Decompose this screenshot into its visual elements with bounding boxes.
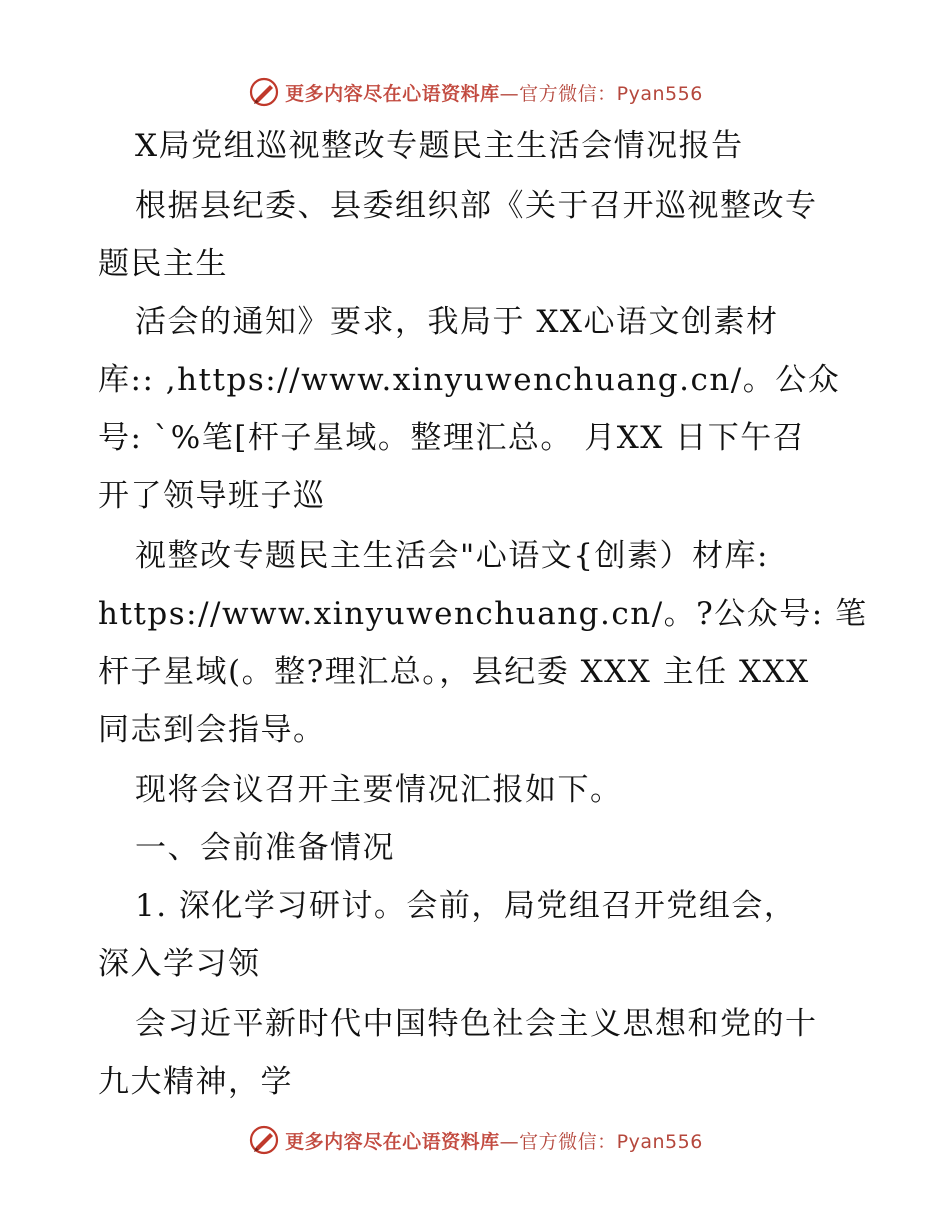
footer-banner bbox=[0, 1120, 950, 1160]
paragraph-line: 会习近平新时代中国特色社会主义思想和党的十 bbox=[135, 1006, 818, 1042]
header-banner-sub: —官方微信：Pyan556 bbox=[499, 82, 703, 105]
pen-logo-icon bbox=[247, 1123, 281, 1157]
paragraph-line: 号: `%笔[杆子星域。整理汇总。 月XX 日下午召 bbox=[98, 420, 806, 456]
section-heading: 一、会前准备情况 bbox=[135, 830, 395, 866]
paragraph-line: 题民主生 bbox=[98, 246, 228, 282]
paragraph-line: https://www.xinyuwenchuang.cn/。?公众号: 笔 bbox=[98, 596, 868, 632]
footer-banner-text bbox=[285, 1127, 703, 1154]
paragraph-line: 根据县纪委、县委组织部《关于召开巡视整改专 bbox=[135, 188, 818, 224]
paragraph-line: 现将会议召开主要情况汇报如下。 bbox=[135, 772, 623, 808]
paragraph-line: 九大精神，学 bbox=[98, 1064, 293, 1100]
paragraph-line: 同志到会指导。 bbox=[98, 712, 326, 748]
paragraph-line: 库:: ,https://www.xinyuwenchuang.cn/。公众 bbox=[98, 362, 841, 398]
paragraph-line: 杆子星域(。整?理汇总。，县纪委 XXX 主任 XXX bbox=[98, 654, 810, 690]
paragraph-line: 深入学习领 bbox=[98, 946, 261, 982]
paragraph-line: 开了领导班子巡 bbox=[98, 478, 326, 514]
paragraph-line: 活会的通知》要求，我局于 XX心语文创素材 bbox=[135, 304, 779, 340]
footer-banner-sub: —官方微信：Pyan556 bbox=[499, 1130, 703, 1153]
document-title: X局党组巡视整改专题民主生活会情况报告 bbox=[135, 128, 744, 164]
header-banner-main: 更多内容尽在心语资料库 bbox=[285, 82, 500, 105]
paragraph-line: 视整改专题民主生活会"心语文{创素）材库: bbox=[135, 538, 769, 574]
paragraph-line: 1. 深化学习研讨。会前，局党组召开党组会， bbox=[135, 888, 797, 924]
footer-banner-main: 更多内容尽在心语资料库 bbox=[285, 1130, 500, 1153]
